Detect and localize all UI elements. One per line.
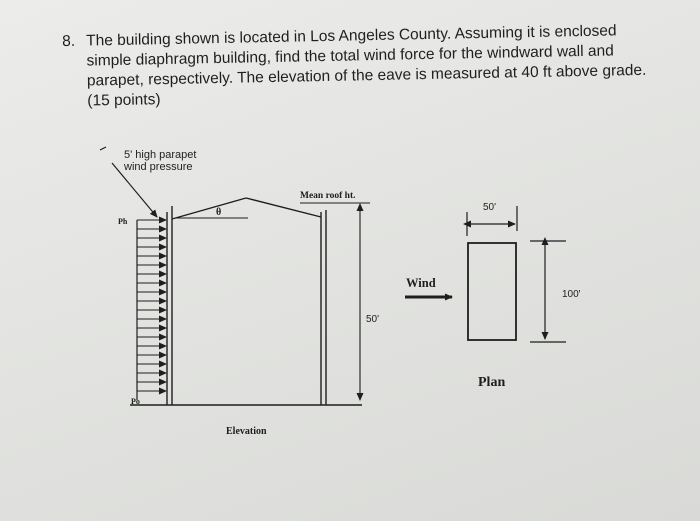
question-text: The building shown is located in Los Angeles County. Assuming it is enclosed simple diaphragm building, find the total wind force for the windward wall and parapet, respectively. The elevation of the eave is measured at 40 ft above grade. (15 points) [86, 22, 647, 110]
plan-caption: Plan [478, 375, 506, 390]
parapet-label [123, 149, 196, 173]
wind-pressure-diagram [118, 217, 166, 406]
plan-length-label: 100' [562, 289, 581, 300]
roof-left-slope [172, 198, 246, 219]
parapet-label-line1: 5' high parapet [124, 149, 197, 161]
elevation-caption: Elevation [226, 426, 267, 437]
pressure-bottom-label: Po [131, 397, 140, 406]
parapet-tick [100, 147, 106, 150]
height-label: 50' [366, 314, 380, 325]
plan-outline [468, 243, 516, 340]
plan-width-label: 50' [483, 202, 497, 213]
building-elevation [167, 198, 326, 405]
pressure-top-label: Ph [118, 217, 128, 226]
parapet-label-line2: wind pressure [124, 161, 193, 173]
roof-angle-label: θ [216, 207, 222, 218]
plan-view [467, 202, 581, 390]
wind-label: Wind [406, 276, 436, 290]
question-number: 8. [62, 32, 76, 50]
mean-roof-label: Mean roof ht. [300, 191, 356, 201]
